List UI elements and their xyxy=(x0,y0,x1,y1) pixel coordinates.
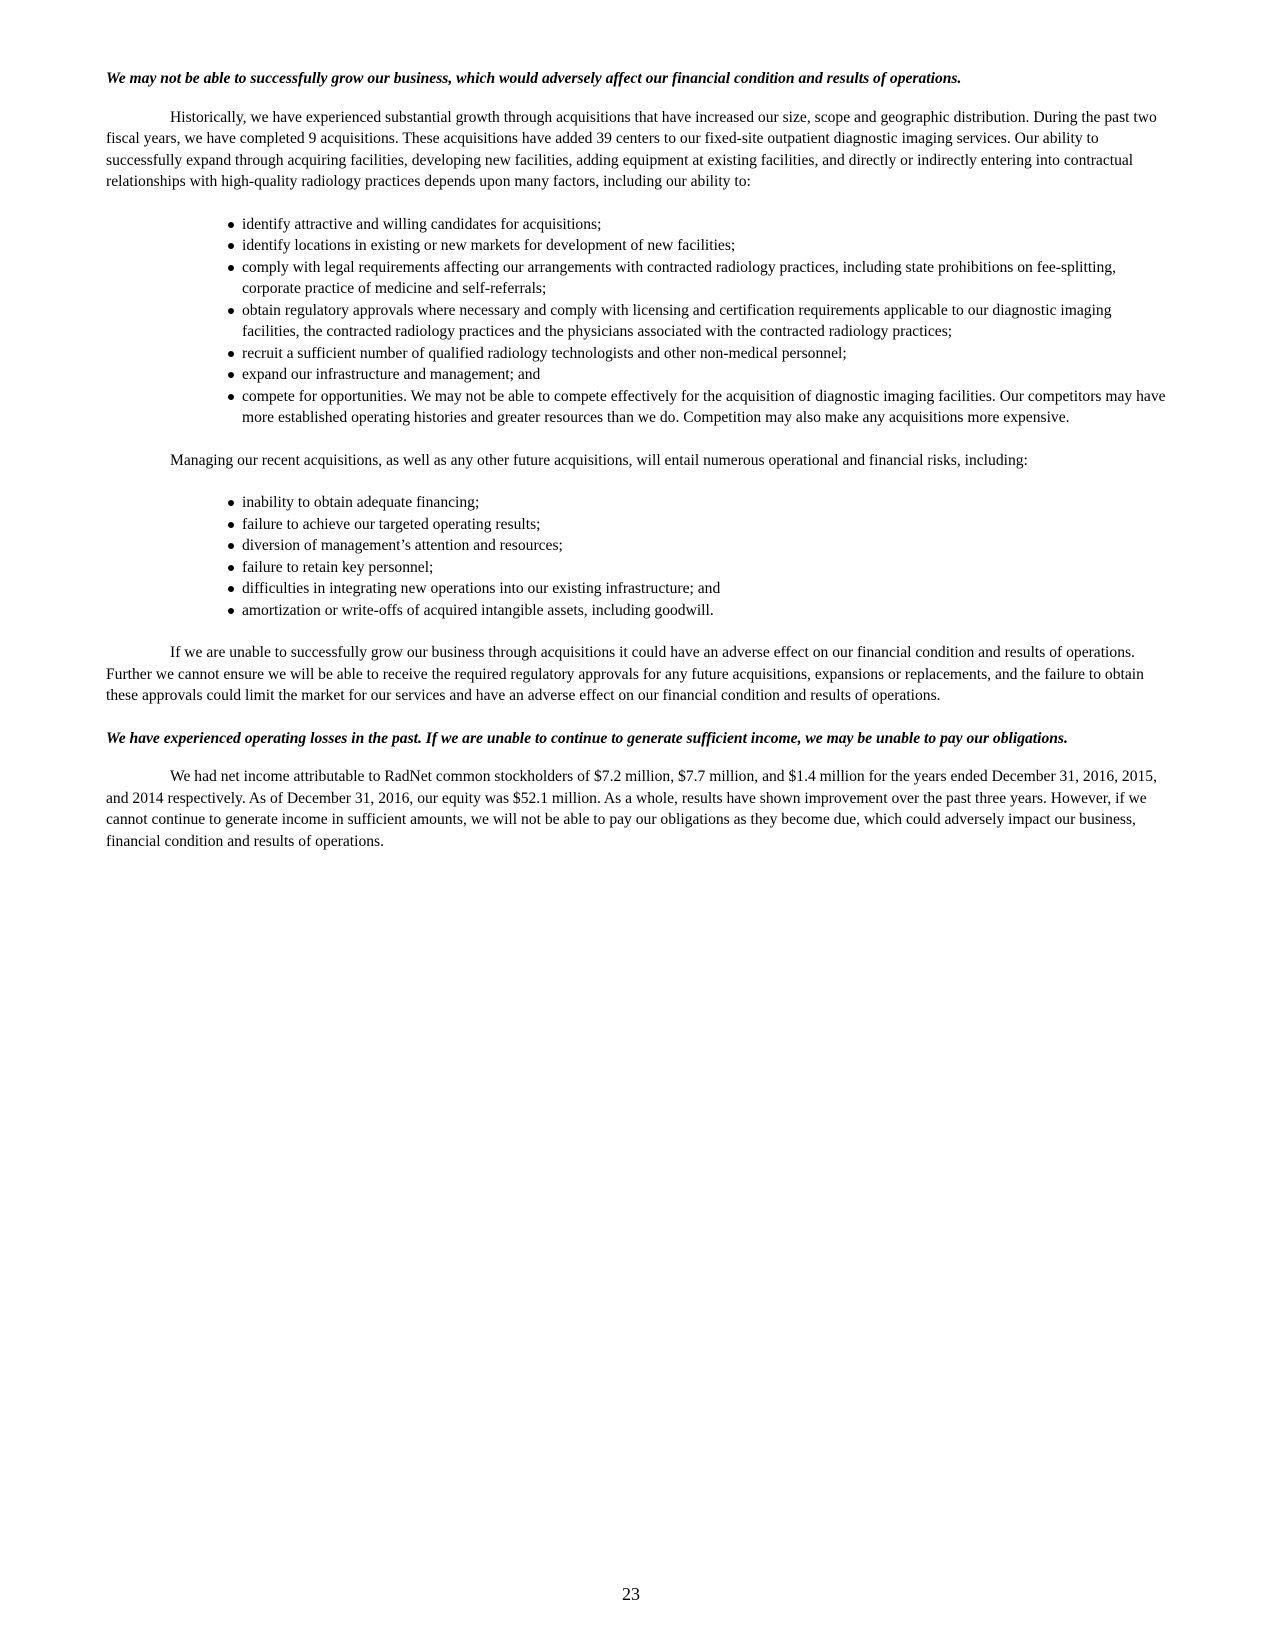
paragraph-net-income: We had net income attributable to RadNet common stockholders of $7.2 million, $7.7 million, and $1.4 million for the years ended December 31, 2016, 2015, and 2014 respectively. As of December 31, 2016, our equity was $52.1 million. As a whole, results have shown improvement over the past three years. However, if we cannot continue to generate income in sufficient amounts, we will not be able to pay our obligations as they become due, which could adversely impact our business, financial condition and results of operations. xyxy=(106,768,1158,850)
list-item: obtain regulatory approvals where necessary and comply with licensing and certification requirements applicable to our diagnostic imaging facilities, the contracted radiology practices and the physicians associated with the contracted radiology practices; xyxy=(242,300,1168,343)
list-item: inability to obtain adequate financing; xyxy=(242,492,1168,514)
list-item: comply with legal requirements affecting our arrangements with contracted radiology practices, including state prohibitions on fee-splitting, corporate practice of medicine and self-referrals; xyxy=(242,257,1168,300)
list-item: recruit a sufficient number of qualified radiology technologists and other non-medical personnel; xyxy=(242,343,1168,365)
list-item: compete for opportunities. We may not be able to compete effectively for the acquisition of diagnostic imaging facilities. Our competitors may have more established operating histories and greater resources than we do. Competition may also make any acquisitions more expensive. xyxy=(242,386,1168,429)
list-item: identify locations in existing or new markets for development of new facilities; xyxy=(242,235,1168,257)
paragraph-historical-growth: Historically, we have experienced substantial growth through acquisitions that have increased our size, scope and geographic distribution. During the past two fiscal years, we have completed 9 acquisitions. These acquisitions have added 39 centers to our fixed-site outpatient diagnostic imaging services. Our ability to successfully expand through acquiring facilities, developing new facilities, adding equipment at existing facilities, and directly or indirectly entering into contractual relationships with high-quality radiology practices depends upon many factors, including our ability to: xyxy=(106,108,1157,190)
list-item: difficulties in integrating new operations into our existing infrastructure; and xyxy=(242,578,1168,600)
bullet-list-acquisition-risks xyxy=(106,492,1168,621)
list-item: identify attractive and willing candidates for acquisitions; xyxy=(242,214,1168,236)
list-item: amortization or write-offs of acquired intangible assets, including goodwill. xyxy=(242,600,1168,622)
section-heading-growth: We may not be able to successfully grow our business, which would adversely affect our financial condition and results of operations. xyxy=(106,70,962,87)
list-item: expand our infrastructure and management; and xyxy=(242,364,1168,386)
paragraph-acquisition-risks: Managing our recent acquisitions, as well as any other future acquisitions, will entail numerous operational and financial risks, including: xyxy=(170,451,1028,469)
document-page xyxy=(106,68,1168,873)
page-number: 23 xyxy=(622,1584,640,1604)
list-item: diversion of management’s attention and resources; xyxy=(242,535,1168,557)
bullet-list-expansion-factors xyxy=(106,214,1168,429)
list-item: failure to retain key personnel; xyxy=(242,557,1168,579)
section-heading-operating-losses: We have experienced operating losses in the past. If we are unable to continue to generate sufficient income, we may be unable to pay our obligations. xyxy=(106,729,1068,747)
paragraph-growth-consequences: If we are unable to successfully grow our business through acquisitions it could have an adverse effect on our financial condition and results of operations. Further we cannot ensure we will be able to receive the required regulatory approvals for any future acquisitions, expansions or replacements, and the failure to obtain these approvals could limit the market for our services and have an adverse effect on our financial condition and results of operations. xyxy=(106,644,1144,704)
list-item: failure to achieve our targeted operating results; xyxy=(242,514,1168,536)
